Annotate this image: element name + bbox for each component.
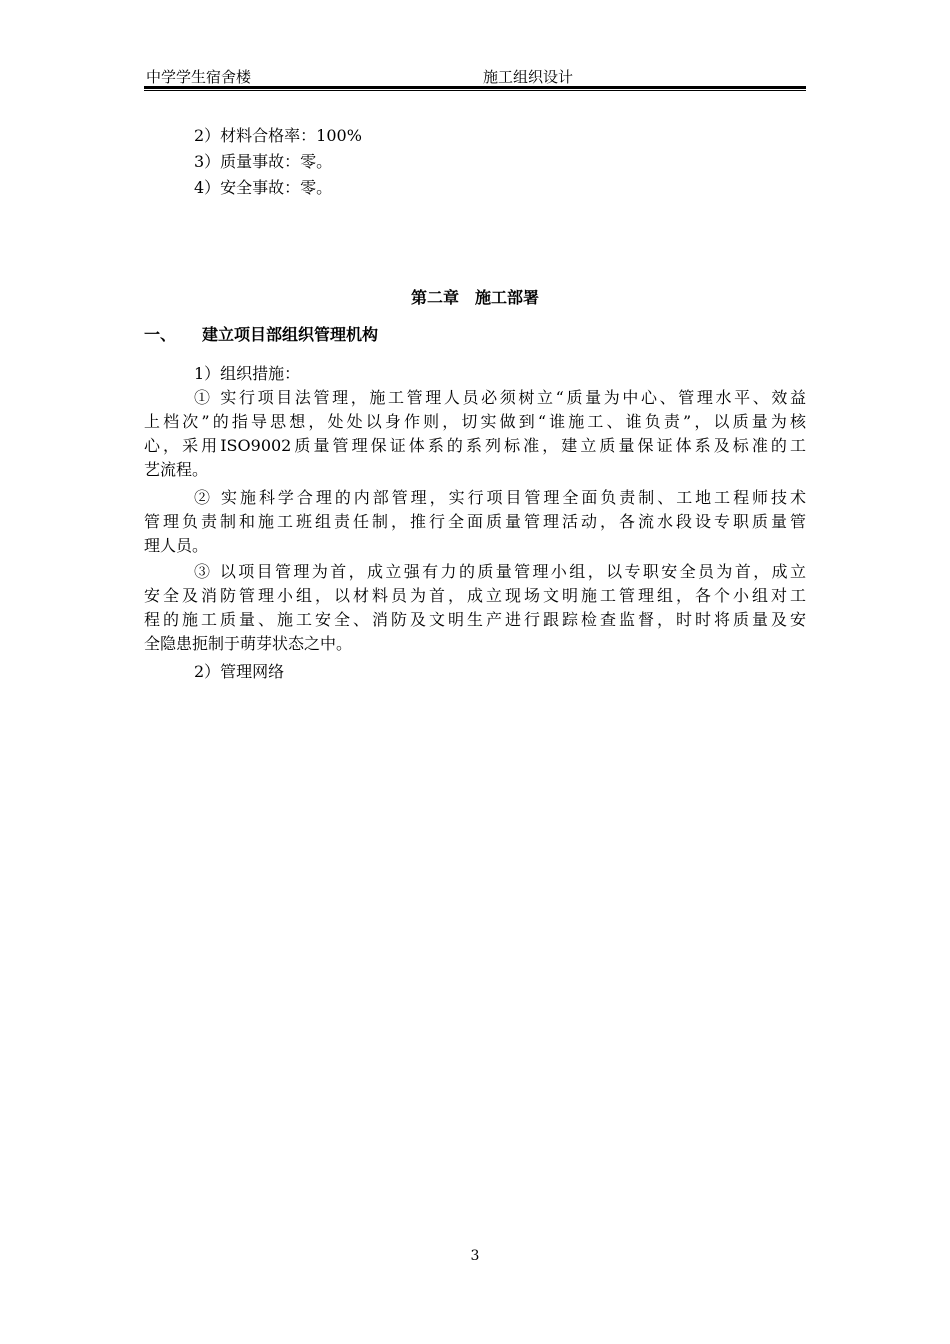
header-document-title: 施工组织设计 <box>483 68 574 86</box>
paragraph-line: 艺流程。 <box>144 460 209 479</box>
section-title: 建立项目部组织管理机构 <box>202 325 379 344</box>
list-item-quality-accidents: 3）质量事故：零。 <box>194 152 333 171</box>
paragraph-line: 程的施工质量、施工安全、消防及文明生产进行跟踪检查监督，时时将质量及安 <box>144 610 806 629</box>
paragraph-line: ③ 以项目管理为首，成立强有力的质量管理小组，以专职安全员为首，成立 <box>194 562 806 581</box>
paragraph-line: 理人员。 <box>144 536 209 555</box>
paragraph-line: 上档次”的指导思想，处处以身作则，切实做到“谁施工、谁负责”，以质量为核 <box>144 412 806 431</box>
paragraph-line: 心，采用ISO9002质量管理保证体系的系列标准，建立质量保证体系及标准的工 <box>144 436 806 455</box>
chapter-title: 第二章 施工部署 <box>410 288 539 307</box>
page-number: 3 <box>470 1248 480 1264</box>
list-item-safety-accidents: 4）安全事故：零。 <box>194 178 333 197</box>
list-item-material-rate: 2）材料合格率：100% <box>194 126 362 145</box>
paragraph-line: ① 实行项目法管理，施工管理人员必须树立“质量为中心、管理水平、效益 <box>194 388 806 407</box>
header-rule-thin <box>144 90 806 91</box>
network-heading: 2）管理网络 <box>194 662 285 681</box>
paragraph-line: 管理负责制和施工班组责任制，推行全面质量管理活动，各流水段设专职质量管 <box>144 512 806 531</box>
header-project-name: 中学学生宿舍楼 <box>146 68 252 86</box>
page-header <box>144 62 806 88</box>
section-number: 一、 <box>144 325 177 344</box>
header-rule-thick <box>144 86 806 89</box>
paragraph-line: ② 实施科学合理的内部管理，实行项目管理全面负责制、工地工程师技术 <box>194 488 806 507</box>
paragraph-line: 全隐患扼制于萌芽状态之中。 <box>144 634 353 653</box>
paragraph-line: 安全及消防管理小组，以材料员为首，成立现场文明施工管理组，各个小组对工 <box>144 586 806 605</box>
measures-heading: 1）组织措施： <box>194 364 301 383</box>
